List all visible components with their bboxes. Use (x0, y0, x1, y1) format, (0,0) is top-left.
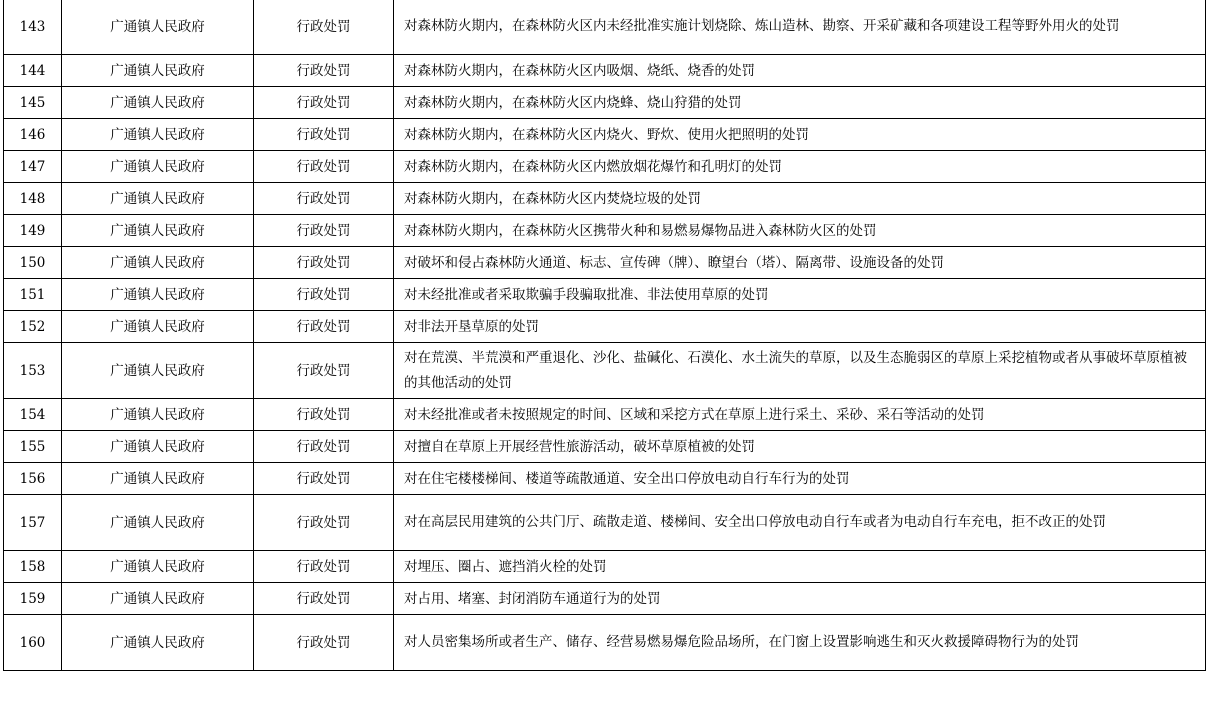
table-row (4, 399, 1206, 431)
power-type-cell: 行政处罚 (254, 215, 394, 247)
power-type-cell: 行政处罚 (254, 279, 394, 311)
department-cell: 广通镇人民政府 (62, 343, 254, 399)
row-number: 152 (4, 311, 62, 343)
table-body (4, 0, 1206, 671)
row-number: 144 (4, 55, 62, 87)
power-type-cell: 行政处罚 (254, 247, 394, 279)
department-cell: 广通镇人民政府 (62, 215, 254, 247)
item-description-cell: 对未经批准或者采取欺骗手段骗取批准、非法使用草原的处罚 (394, 279, 1206, 311)
item-description-cell: 对森林防火期内，在森林防火区内烧蜂、烧山狩猎的处罚 (394, 87, 1206, 119)
row-number: 154 (4, 399, 62, 431)
table-row (4, 583, 1206, 615)
department-cell: 广通镇人民政府 (62, 87, 254, 119)
item-description-cell: 对未经批准或者未按照规定的时间、区域和采挖方式在草原上进行采土、采砂、采石等活动的处罚 (394, 399, 1206, 431)
row-number: 160 (4, 615, 62, 671)
item-description-cell: 对占用、堵塞、封闭消防车通道行为的处罚 (394, 583, 1206, 615)
department-cell: 广通镇人民政府 (62, 279, 254, 311)
power-type-cell: 行政处罚 (254, 119, 394, 151)
power-type-cell: 行政处罚 (254, 495, 394, 551)
row-number: 157 (4, 495, 62, 551)
row-number: 150 (4, 247, 62, 279)
row-number: 156 (4, 463, 62, 495)
department-cell: 广通镇人民政府 (62, 495, 254, 551)
item-description-cell: 对非法开垦草原的处罚 (394, 311, 1206, 343)
table-row (4, 343, 1206, 399)
row-number: 159 (4, 583, 62, 615)
table-row (4, 279, 1206, 311)
power-type-cell: 行政处罚 (254, 551, 394, 583)
power-type-cell: 行政处罚 (254, 431, 394, 463)
power-type-cell: 行政处罚 (254, 343, 394, 399)
item-description-cell: 对森林防火期内，在森林防火区内吸烟、烧纸、烧香的处罚 (394, 55, 1206, 87)
power-list-table (3, 0, 1206, 671)
item-description-cell: 对埋压、圈占、遮挡消火栓的处罚 (394, 551, 1206, 583)
department-cell: 广通镇人民政府 (62, 431, 254, 463)
row-number: 153 (4, 343, 62, 399)
item-description-cell: 对人员密集场所或者生产、储存、经营易燃易爆危险品场所，在门窗上设置影响逃生和灭火救援障碍物行为的处罚 (394, 615, 1206, 671)
table-row (4, 551, 1206, 583)
power-type-cell: 行政处罚 (254, 399, 394, 431)
table-row (4, 431, 1206, 463)
power-type-cell: 行政处罚 (254, 87, 394, 119)
item-description-cell: 对森林防火期内，在森林防火区内烧火、野炊、使用火把照明的处罚 (394, 119, 1206, 151)
item-description-cell: 对森林防火期内，在森林防火区携带火种和易燃易爆物品进入森林防火区的处罚 (394, 215, 1206, 247)
table-row (4, 247, 1206, 279)
power-type-cell: 行政处罚 (254, 151, 394, 183)
table-row (4, 495, 1206, 551)
department-cell: 广通镇人民政府 (62, 183, 254, 215)
item-description-cell: 对森林防火期内，在森林防火区内焚烧垃圾的处罚 (394, 183, 1206, 215)
item-description-cell: 对破坏和侵占森林防火通道、标志、宣传碑（牌）、瞭望台（塔）、隔离带、设施设备的处罚 (394, 247, 1206, 279)
row-number: 143 (4, 0, 62, 55)
item-description-cell: 对擅自在草原上开展经营性旅游活动，破坏草原植被的处罚 (394, 431, 1206, 463)
row-number: 149 (4, 215, 62, 247)
department-cell: 广通镇人民政府 (62, 119, 254, 151)
item-description-cell: 对森林防火期内，在森林防火区内燃放烟花爆竹和孔明灯的处罚 (394, 151, 1206, 183)
table-row (4, 463, 1206, 495)
table-row (4, 0, 1206, 55)
department-cell: 广通镇人民政府 (62, 55, 254, 87)
department-cell: 广通镇人民政府 (62, 615, 254, 671)
department-cell: 广通镇人民政府 (62, 399, 254, 431)
power-type-cell: 行政处罚 (254, 0, 394, 55)
power-type-cell: 行政处罚 (254, 463, 394, 495)
department-cell: 广通镇人民政府 (62, 463, 254, 495)
power-type-cell: 行政处罚 (254, 183, 394, 215)
item-description-cell: 对在荒漠、半荒漠和严重退化、沙化、盐碱化、石漠化、水土流失的草原，以及生态脆弱区的草原上采挖植物或者从事破坏草原植被的其他活动的处罚 (394, 343, 1206, 399)
table-row (4, 311, 1206, 343)
table-row (4, 615, 1206, 671)
table-row (4, 151, 1206, 183)
row-number: 148 (4, 183, 62, 215)
power-type-cell: 行政处罚 (254, 615, 394, 671)
row-number: 151 (4, 279, 62, 311)
department-cell: 广通镇人民政府 (62, 551, 254, 583)
row-number: 158 (4, 551, 62, 583)
row-number: 155 (4, 431, 62, 463)
department-cell: 广通镇人民政府 (62, 247, 254, 279)
table-row (4, 183, 1206, 215)
row-number: 147 (4, 151, 62, 183)
power-type-cell: 行政处罚 (254, 311, 394, 343)
table-row (4, 119, 1206, 151)
row-number: 146 (4, 119, 62, 151)
table-row (4, 55, 1206, 87)
power-type-cell: 行政处罚 (254, 55, 394, 87)
row-number: 145 (4, 87, 62, 119)
department-cell: 广通镇人民政府 (62, 0, 254, 55)
power-type-cell: 行政处罚 (254, 583, 394, 615)
table-row (4, 87, 1206, 119)
department-cell: 广通镇人民政府 (62, 151, 254, 183)
item-description-cell: 对在高层民用建筑的公共门厅、疏散走道、楼梯间、安全出口停放电动自行车或者为电动自行车充电，拒不改正的处罚 (394, 495, 1206, 551)
table-row (4, 215, 1206, 247)
item-description-cell: 对在住宅楼楼梯间、楼道等疏散通道、安全出口停放电动自行车行为的处罚 (394, 463, 1206, 495)
department-cell: 广通镇人民政府 (62, 583, 254, 615)
department-cell: 广通镇人民政府 (62, 311, 254, 343)
item-description-cell: 对森林防火期内，在森林防火区内未经批准实施计划烧除、炼山造林、勘察、开采矿藏和各项建设工程等野外用火的处罚 (394, 0, 1206, 55)
